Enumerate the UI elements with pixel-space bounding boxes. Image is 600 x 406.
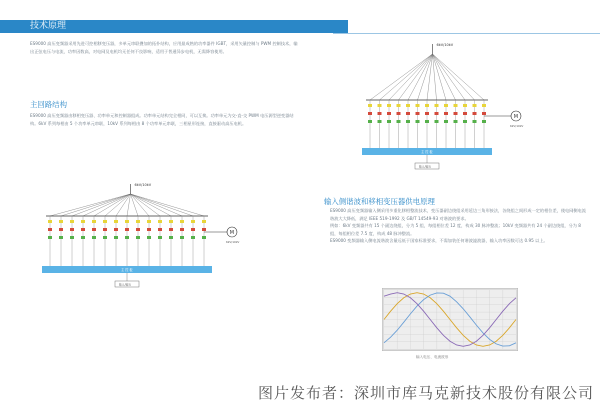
- diagram-cell-red: [70, 228, 74, 231]
- diagram-cell-yellow: [463, 104, 467, 107]
- diagram-cell-red: [397, 112, 401, 115]
- diagram-top-label: 6kV/10kV: [134, 183, 152, 187]
- diagram-left-structure: [42, 183, 239, 287]
- diagram-io-label: 输入/输出: [419, 164, 432, 169]
- diagram-cell-red: [147, 228, 151, 231]
- section1-paragraph: ES9000 高压变频器由移相变压器、功率单元和控制器组成。功率单元结构完全相同，可以互换。功率单元为交-直-交 PWM 电压源型逆变器结构。6kV 系列每相由 5 个功率单元串联，10kV 系列每相由 8 个功率单元串联，三相星形连接，直接驱动高压电机。: [30, 113, 294, 126]
- diagram-cell-green: [114, 236, 118, 239]
- diagram-cell-yellow: [70, 220, 74, 223]
- diagram-cell-red: [425, 112, 429, 115]
- diagram-cell-green: [435, 120, 439, 123]
- diagram-cell-red: [81, 228, 85, 231]
- diagram-fan-line: [370, 54, 433, 100]
- diagram-cell-red: [463, 112, 467, 115]
- diagram-fan-line: [433, 54, 466, 100]
- diagram-cell-green: [425, 120, 429, 123]
- diagram-cell-yellow: [425, 104, 429, 107]
- diagram-cell-red: [406, 112, 410, 115]
- diagram-cell-red: [416, 112, 420, 115]
- publisher-credit: [258, 382, 594, 403]
- diagram-bus-label: 主 控 板: [121, 268, 133, 272]
- diagram-cell-yellow: [397, 104, 401, 107]
- section-title-input-harmonics: 输入侧谐波和移相变压器供电原理: [324, 197, 435, 206]
- diagram-cell-green: [125, 236, 129, 239]
- publisher-company: 深圳市库马克新技术股份有限公司: [354, 384, 595, 402]
- diagram-fan-line: [408, 54, 433, 100]
- diagram-cell-green: [147, 236, 151, 239]
- diagram-cell-yellow: [473, 104, 477, 107]
- waveform-chart: [382, 288, 518, 351]
- diagram-cell-red: [125, 228, 129, 231]
- diagram-fan-line: [131, 194, 161, 216]
- diagram-fan-line: [418, 54, 433, 100]
- diagram-bus-label: 主 控 板: [421, 150, 433, 154]
- main-circuit-diagram-left: [36, 180, 246, 300]
- diagram-cell-green: [70, 236, 74, 239]
- publisher-label: 图片发布者：: [258, 384, 355, 402]
- diagram-cell-yellow: [482, 104, 486, 107]
- diagram-cell-green: [378, 120, 382, 123]
- diagram-cell-yellow: [136, 220, 140, 223]
- diagram-cell-green: [473, 120, 477, 123]
- diagram-cell-red: [435, 112, 439, 115]
- diagram-cell-yellow: [416, 104, 420, 107]
- diagram-cell-yellow: [147, 220, 151, 223]
- diagram-fan-line: [380, 54, 433, 100]
- diagram-cell-yellow: [158, 220, 162, 223]
- diagram-cell-red: [59, 228, 63, 231]
- diagram-cell-red: [103, 228, 107, 231]
- diagram-cell-red: [136, 228, 140, 231]
- diagram-cell-red: [48, 228, 52, 231]
- diagram-cell-yellow: [368, 104, 372, 107]
- diagram-cell-yellow: [81, 220, 85, 223]
- diagram-right-structure: [362, 43, 523, 169]
- section2-paragraph-1: ES9000 高压变频器输入侧采用多重化移相整流技术，变压器副边绕组采用延边三角形接法，各绕组之间形成一定的相位差，使电网侧电流谐波大大降低，满足 IEEE 519-1992 及 GB/T 14549-93 对谐波的要求。: [330, 208, 586, 221]
- diagram-cell-yellow: [114, 220, 118, 223]
- diagram-cell-yellow: [378, 104, 382, 107]
- diagram-cell-yellow: [387, 104, 391, 107]
- diagram-cell-yellow: [202, 220, 206, 223]
- diagram-cell-green: [416, 120, 420, 123]
- diagram-cell-red: [473, 112, 477, 115]
- diagram-cell-green: [444, 120, 448, 123]
- diagram-cell-yellow: [435, 104, 439, 107]
- diagram-fan-line: [105, 194, 131, 216]
- diagram-cell-green: [59, 236, 63, 239]
- diagram-cell-green: [368, 120, 372, 123]
- diagram-motor-symbol: M: [513, 114, 519, 120]
- diagram-top-label: 6kV/10kV: [436, 43, 454, 47]
- diagram-cell-green: [48, 236, 52, 239]
- diagram-cell-green: [454, 120, 458, 123]
- diagram-cell-green: [191, 236, 195, 239]
- diagram-cell-yellow: [454, 104, 458, 107]
- diagram-cell-green: [482, 120, 486, 123]
- diagram-cell-yellow: [444, 104, 448, 107]
- diagram-motor-label: 6kV/10kV: [510, 124, 524, 128]
- diagram-cell-yellow: [103, 220, 107, 223]
- diagram-cell-green: [202, 236, 206, 239]
- diagram-cell-green: [463, 120, 467, 123]
- diagram-cell-red: [387, 112, 391, 115]
- diagram-cell-red: [378, 112, 382, 115]
- diagram-cell-red: [191, 228, 195, 231]
- diagram-fan-line: [399, 54, 433, 100]
- diagram-cell-green: [103, 236, 107, 239]
- section-title-main-circuit: 主回路结构: [30, 100, 67, 109]
- diagram-cell-red: [202, 228, 206, 231]
- diagram-cell-yellow: [169, 220, 173, 223]
- diagram-cell-green: [169, 236, 173, 239]
- diagram-fan-line: [131, 194, 183, 216]
- diagram-fan-line: [127, 194, 131, 216]
- diagram-cell-green: [158, 236, 162, 239]
- header-rule: [333, 33, 600, 34]
- intro-paragraph: ES9000 高压变频器采用先进可控相移变压器，多单元串联叠加的拓扑结构，应用最成熟的功率器件 IGBT，采用矢量控制与 PWM 控制技术，输出正弦电压与电流，功率因数高，对电网及电机均无任何不良影响，适用于普通异步电机，无需降容使用。: [30, 41, 298, 54]
- diagram-cell-yellow: [125, 220, 129, 223]
- diagram-cell-green: [92, 236, 96, 239]
- diagram-fan-line: [131, 194, 172, 216]
- diagram-fan-line: [61, 194, 131, 216]
- diagram-cell-green: [387, 120, 391, 123]
- diagram-cell-red: [92, 228, 96, 231]
- diagram-cell-red: [180, 228, 184, 231]
- diagram-cell-green: [406, 120, 410, 123]
- diagram-cell-red: [114, 228, 118, 231]
- section2-paragraph-3: ES9000 变频器输入侧电流谐波含量远低于国家标准要求，不需加装任何谐波滤波器，输入功率因数可达 0.95 以上。: [330, 238, 548, 244]
- diagram-motor-label: 6kV/10kV: [226, 240, 240, 244]
- diagram-cell-yellow: [59, 220, 63, 223]
- diagram-fan-line: [433, 54, 485, 100]
- diagram-cell-red: [158, 228, 162, 231]
- diagram-cell-red: [368, 112, 372, 115]
- diagram-fan-line: [389, 54, 433, 100]
- diagram-cell-yellow: [191, 220, 195, 223]
- main-circuit-diagram-right: [356, 40, 526, 190]
- diagram-io-label: 输入/输出: [119, 282, 132, 287]
- diagram-motor-symbol: M: [229, 230, 235, 236]
- diagram-cell-green: [136, 236, 140, 239]
- diagram-fan-line: [433, 54, 475, 100]
- diagram-cell-red: [454, 112, 458, 115]
- diagram-cell-green: [180, 236, 184, 239]
- diagram-cell-red: [444, 112, 448, 115]
- diagram-cell-yellow: [180, 220, 184, 223]
- diagram-cell-green: [397, 120, 401, 123]
- diagram-cell-red: [169, 228, 173, 231]
- diagram-cell-yellow: [48, 220, 52, 223]
- diagram-cell-green: [81, 236, 85, 239]
- waveform-caption: 输入电压、电流波形: [416, 355, 449, 359]
- diagram-cell-red: [482, 112, 486, 115]
- diagram-fan-line: [131, 194, 205, 216]
- page-title: 技术原理: [30, 21, 67, 31]
- diagram-fan-line: [72, 194, 131, 216]
- diagram-cell-yellow: [92, 220, 96, 223]
- section2-paragraph-2: 例如：6kV 变频器共有 15 个副边绕组，分为 5 组，每组相位差 12 度，构成 30 脉冲整流；10kV 变频器共有 24 个副边绕组，分为 8 组，每组相位差 7.5 度，构成 48 脉冲整流。: [330, 223, 581, 236]
- diagram-cell-yellow: [406, 104, 410, 107]
- diagram-fan-line: [427, 54, 433, 100]
- diagram-fan-line: [94, 194, 131, 216]
- section2-paragraphs: [330, 207, 590, 245]
